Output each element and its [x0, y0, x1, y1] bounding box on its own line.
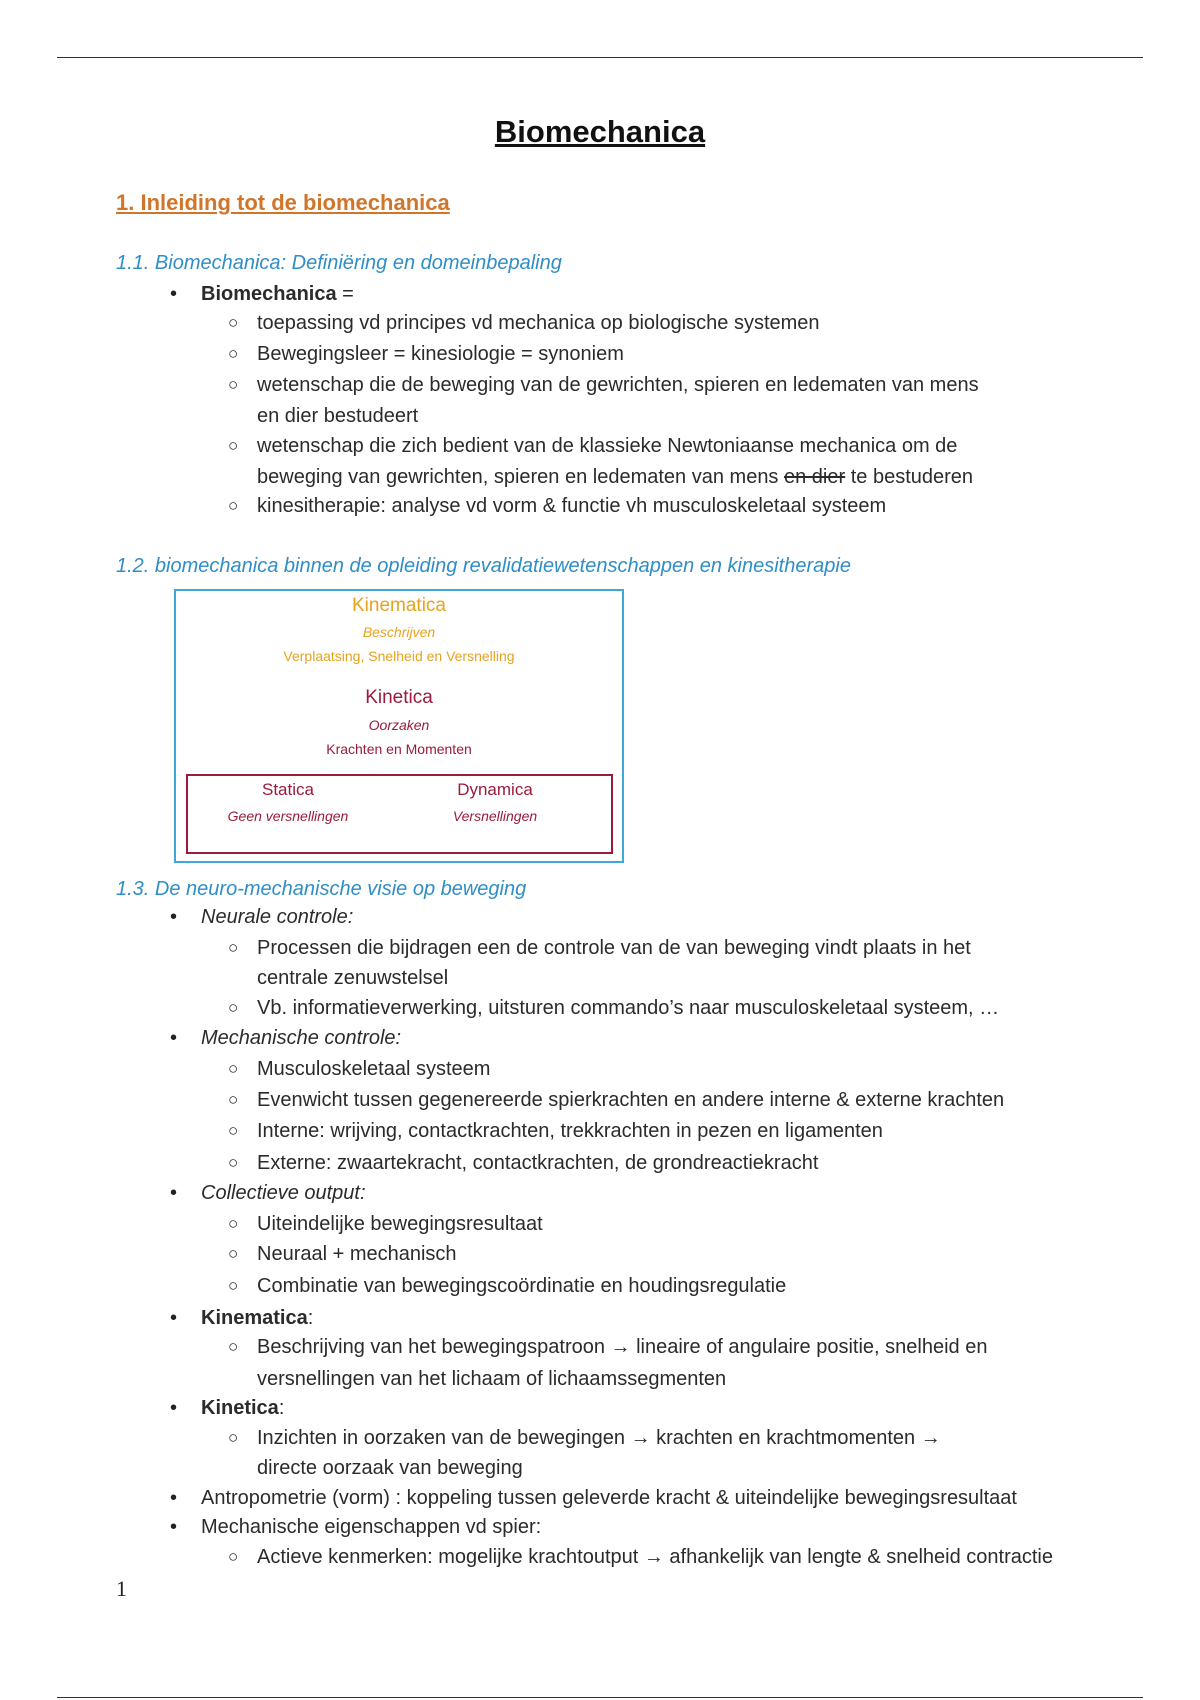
bottom-rule [57, 1697, 1143, 1698]
diagram-dynamica-sub: Versnellingen [452, 808, 538, 824]
text-part: te bestuderen [845, 466, 974, 488]
list-item-continuation: versnellingen van het lichaam of lichaamssegmenten [257, 1368, 727, 1390]
list-item: Externe: zwaartekracht, contactkrachten, de grondreactiekracht [257, 1152, 819, 1174]
list-item: Inzichten in oorzaken van de bewegingen → krachten en krachtmomenten → [257, 1427, 941, 1449]
circle-bullet-icon: ○ [228, 1337, 239, 1356]
list-item-label: Mechanische eigenschappen vd spier: [201, 1516, 542, 1538]
diagram-statica-dynamica-box [186, 774, 613, 854]
diagram-kinetica-detail: Krachten en Momenten [326, 741, 472, 757]
bullet-icon: • [170, 1182, 178, 1204]
circle-bullet-icon: ○ [228, 344, 239, 363]
text-part: beweging van gewrichten, spieren en ledematen van mens [257, 466, 784, 488]
circle-bullet-icon: ○ [228, 1059, 239, 1078]
chapter-heading: 1. Inleiding tot de biomechanica [116, 190, 450, 215]
list-item: Antropometrie (vorm) : koppeling tussen geleverde kracht & uiteindelijke bewegingsresultaat [201, 1487, 1017, 1509]
circle-bullet-icon: ○ [228, 375, 239, 394]
list-item: Interne: wrijving, contactkrachten, trekkrachten in pezen en ligamenten [257, 1120, 883, 1142]
diagram-kinetica-title: Kinetica [365, 687, 433, 708]
list-item-label: Mechanische controle: [201, 1027, 402, 1049]
circle-bullet-icon: ○ [228, 998, 239, 1017]
page-number: 1 [116, 1576, 127, 1601]
term-label: Kinematica [201, 1307, 308, 1329]
diagram-kinematica-title: Kinematica [352, 595, 446, 616]
diagram-statica-sub: Geen versnellingen [227, 808, 349, 824]
list-item-label: Collectieve output: [201, 1182, 366, 1204]
circle-bullet-icon: ○ [228, 1276, 239, 1295]
list-item-continuation [257, 463, 973, 491]
list-item: toepassing vd principes vd mechanica op biologische systemen [257, 312, 820, 334]
diagram-statica-title: Statica [262, 780, 314, 799]
circle-bullet-icon: ○ [228, 313, 239, 332]
struck-text: en dier [784, 466, 846, 488]
list-item: wetenschap die zich bedient van de klassieke Newtoniaanse mechanica om de [257, 435, 958, 457]
list-item-continuation: centrale zenuwstelsel [257, 967, 449, 989]
section-heading-1-1: 1.1. Biomechanica: Definiëring en domeinbepaling [116, 252, 562, 274]
circle-bullet-icon: ○ [228, 1547, 239, 1566]
top-rule [57, 57, 1143, 58]
term-label: Kinetica [201, 1397, 279, 1419]
list-item: Beschrijving van het bewegingspatroon → lineaire of angulaire positie, snelheid en [257, 1336, 988, 1358]
circle-bullet-icon: ○ [228, 1244, 239, 1263]
biomechanics-diagram [174, 589, 624, 863]
list-item-continuation: en dier bestudeert [257, 405, 419, 427]
diagram-kinematica-sub: Beschrijven [362, 624, 436, 640]
list-item: Actieve kenmerken: mogelijke krachtoutput → afhankelijk van lengte & snelheid contractie [257, 1546, 1053, 1568]
list-item: Bewegingsleer = kinesiologie = synoniem [257, 343, 624, 365]
circle-bullet-icon: ○ [228, 938, 239, 957]
circle-bullet-icon: ○ [228, 1121, 239, 1140]
circle-bullet-icon: ○ [228, 1153, 239, 1172]
bullet-icon: • [170, 906, 178, 928]
circle-bullet-icon: ○ [228, 1090, 239, 1109]
diagram-dynamica-title: Dynamica [457, 780, 533, 799]
diagram-kinematica-detail: Verplaatsing, Snelheid en Versnelling [283, 648, 515, 664]
bullet-icon: • [170, 1027, 178, 1049]
list-item: Combinatie van bewegingscoördinatie en houdingsregulatie [257, 1275, 787, 1297]
list-item-label [201, 1304, 313, 1332]
list-item [201, 280, 354, 308]
term-suffix: : [278, 1397, 285, 1419]
list-item: Evenwicht tussen gegenereerde spierkrachten en andere interne & externe krachten [257, 1089, 1005, 1111]
list-item: Vb. informatieverwerking, uitsturen commando’s naar musculoskeletaal systeem, … [257, 997, 1000, 1019]
page-title: Biomechanica [494, 114, 706, 149]
list-item: Uiteindelijke bewegingsresultaat [257, 1213, 543, 1235]
section-heading-1-2: 1.2. biomechanica binnen de opleiding revalidatiewetenschappen en kinesitherapie [116, 555, 851, 577]
list-item: Processen die bijdragen een de controle van de van beweging vindt plaats in het [257, 937, 971, 959]
list-item: kinesitherapie: analyse vd vorm & functie vh musculoskeletaal systeem [257, 495, 887, 517]
bullet-icon: • [170, 283, 178, 305]
list-item: Neuraal + mechanisch [257, 1243, 457, 1265]
bullet-icon: • [170, 1516, 178, 1538]
term-label: Biomechanica [201, 283, 337, 305]
diagram-kinetica-sub: Oorzaken [368, 717, 430, 733]
list-item-label [201, 1394, 284, 1422]
circle-bullet-icon: ○ [228, 436, 239, 455]
list-item-label: Neurale controle: [201, 906, 354, 928]
bullet-icon: • [170, 1397, 178, 1419]
section-heading-1-3: 1.3. De neuro-mechanische visie op beweging [116, 878, 527, 900]
list-item: Musculoskeletaal systeem [257, 1058, 491, 1080]
bullet-icon: • [170, 1307, 178, 1329]
circle-bullet-icon: ○ [228, 1428, 239, 1447]
circle-bullet-icon: ○ [228, 1214, 239, 1233]
list-item: wetenschap die de beweging van de gewrichten, spieren en ledematen van mens [257, 374, 979, 396]
term-suffix: = [336, 283, 354, 305]
circle-bullet-icon: ○ [228, 496, 239, 515]
bullet-icon: • [170, 1487, 178, 1509]
list-item-continuation: directe oorzaak van beweging [257, 1457, 523, 1479]
term-suffix: : [307, 1307, 314, 1329]
